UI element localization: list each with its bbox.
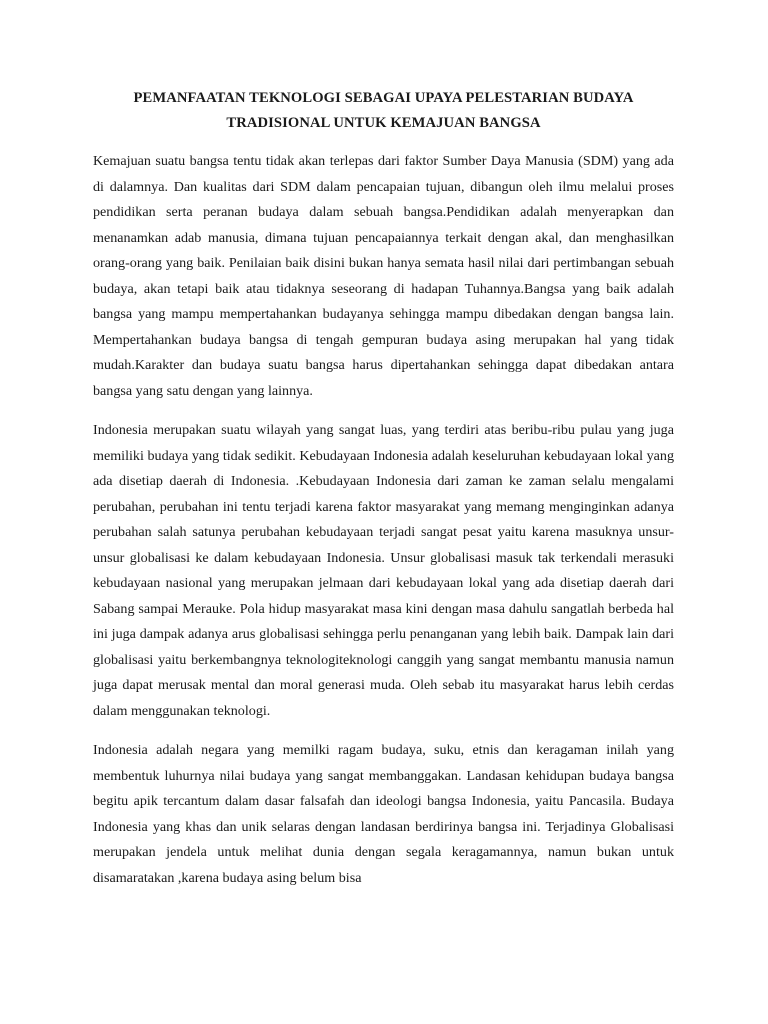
- title-line-1: PEMANFAATAN TEKNOLOGI SEBAGAI UPAYA PELESTARIAN BUDAYA: [133, 90, 634, 106]
- document-title: [93, 86, 674, 136]
- paragraph-2: Indonesia merupakan suatu wilayah yang sangat luas, yang terdiri atas beribu-ribu pulau yang juga memiliki budaya yang tidak sedikit. Kebudayaan Indonesia adalah keseluruhan kebudayaan lokal yang ada disetiap daerah di Indonesia. .Kebudayaan Indonesia dari zaman ke zaman selalu mengalami perubahan, perubahan ini tentu terjadi karena faktor masyarakat yang memang menginginkan adanya perubahan salah satunya perubahan kebudayaan terjadi sangat pesat yaitu karena masuknya unsur-unsur globalisasi ke dalam kebudayaan Indonesia. Unsur globalisasi masuk tak terkendali merasuki kebudayaan nasional yang merupakan jelmaan dari kebudayaan lokal yang ada disetiap daerah dari Sabang sampai Merauke. Pola hidup masyarakat masa kini dengan masa dahulu sangatlah berbeda hal ini juga dampak adanya arus globalisasi sehingga perlu penanganan yang lebih baik. Dampak lain dari globalisasi yaitu berkembangnya teknologiteknologi canggih yang sangat membantu manusia namun juga dapat merusak mental dan moral generasi muda. Oleh sebab itu masyarakat harus lebih cerdas dalam menggunakan teknologi.: [93, 422, 674, 719]
- title-line-2: TRADISIONAL UNTUK KEMAJUAN BANGSA: [226, 115, 541, 131]
- document-page: [93, 86, 674, 905]
- paragraph-3: Indonesia adalah negara yang memilki ragam budaya, suku, etnis dan keragaman inilah yang membentuk luhurnya nilai budaya yang sangat membanggakan. Landasan kehidupan budaya bangsa begitu apik tercantum dalam dasar falsafah dan ideologi bangsa Indonesia, yaitu Pancasila. Budaya Indonesia yang khas dan unik selaras dengan landasan berdirinya bangsa ini. Terjadinya Globalisasi merupakan jendela untuk melihat dunia dengan segala keragamannya, namun bukan untuk disamaratakan ,karena budaya asing belum bisa: [93, 742, 674, 886]
- paragraph-1: Kemajuan suatu bangsa tentu tidak akan terlepas dari faktor Sumber Daya Manusia (SDM) yang ada di dalamnya. Dan kualitas dari SDM dalam pencapaian tujuan, dibangun oleh ilmu melalui proses pendidikan serta peranan budaya dalam sebuah bangsa.Pendidikan adalah menyerapkan dan menanamkan adab manusia, dimana tujuan pencapaiannya terkait dengan akal, dan menghasilkan orang-orang yang baik. Penilaian baik disini bukan hanya semata hasil nilai dari pertimbangan sebuah budaya, akan tetapi baik atau tidaknya seseorang di hadapan Tuhannya.Bangsa yang baik adalah bangsa yang mampu mempertahankan budayanya sehingga mampu dibedakan dengan bangsa lain. Mempertahankan budaya bangsa di tengah gempuran budaya asing merupakan hal yang tidak mudah.Karakter dan budaya suatu bangsa harus dipertahankan sehingga dapat dibedakan antara bangsa yang satu dengan yang lainnya.: [93, 153, 674, 399]
